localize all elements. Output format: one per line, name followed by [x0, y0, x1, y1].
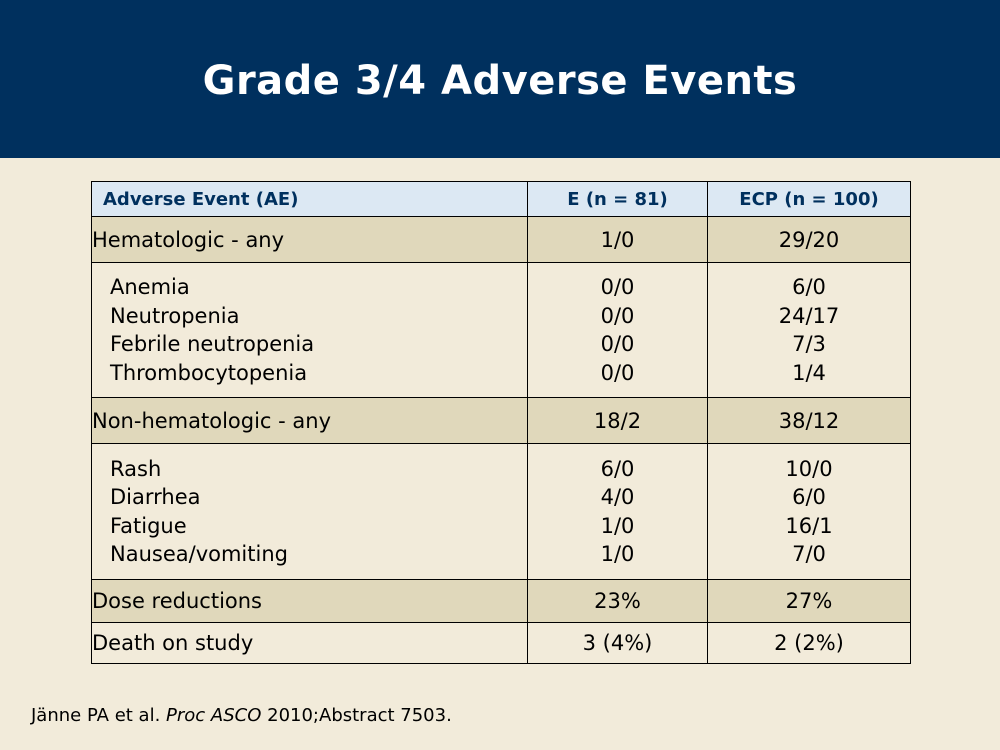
sub-label: Neutropenia — [110, 303, 240, 328]
sub-label: Anemia — [110, 275, 190, 299]
row-label: Death on study — [92, 623, 528, 664]
table-row-dose-reductions — [92, 580, 911, 623]
row-label: Non-hematologic - any — [92, 398, 528, 444]
cell-e: 3 (4%) — [528, 623, 708, 664]
sub-value: 6/0 — [792, 485, 826, 509]
sub-value: 0/0 — [600, 303, 635, 328]
sub-value: 1/0 — [600, 542, 635, 566]
sub-value: 6/0 — [792, 275, 826, 299]
table-row-hematologic-sub — [92, 263, 911, 398]
citation-authors: Jänne PA et al. — [31, 705, 167, 726]
sub-label: Rash — [110, 456, 162, 481]
cell-ecp: 38/12 — [708, 398, 911, 444]
cell-ecp: 27% — [708, 580, 911, 623]
sub-label: Febrile neutropenia — [110, 332, 315, 356]
sub-value: 0/0 — [600, 275, 635, 299]
table-row-nonhematologic — [92, 398, 911, 444]
sub-value: 16/1 — [785, 513, 833, 538]
sub-values-e — [528, 444, 708, 580]
sub-value: 7/0 — [792, 542, 826, 566]
sub-value: 24/17 — [778, 303, 840, 328]
cell-ecp: 2 (2%) — [708, 623, 911, 664]
cell-ecp: 29/20 — [708, 217, 911, 263]
citation-footnote — [31, 705, 452, 726]
col-header-e: E (n = 81) — [528, 182, 708, 217]
slide-title: Grade 3/4 Adverse Events — [202, 58, 798, 104]
title-bar — [0, 0, 1000, 158]
row-label: Hematologic - any — [92, 217, 528, 263]
citation-journal: Proc ASCO — [166, 705, 262, 726]
sub-values-e — [528, 263, 708, 398]
sub-label: Diarrhea — [110, 485, 201, 509]
table-row-death — [92, 623, 911, 664]
sub-label: Nausea/vomiting — [110, 542, 288, 566]
cell-e: 23% — [528, 580, 708, 623]
cell-e: 1/0 — [528, 217, 708, 263]
sub-value: 1/4 — [792, 360, 826, 385]
sub-value: 7/3 — [792, 332, 826, 356]
sub-labels — [92, 263, 528, 398]
sub-label: Thrombocytopenia — [110, 360, 308, 385]
sub-value: 10/0 — [785, 456, 833, 481]
sub-value: 0/0 — [600, 332, 635, 356]
sub-values-ecp — [708, 263, 911, 398]
table-row-hematologic — [92, 217, 911, 263]
col-header-ecp: ECP (n = 100) — [708, 182, 911, 217]
sub-value: 1/0 — [600, 513, 635, 538]
col-header-adverse-event: Adverse Event (AE) — [92, 182, 528, 217]
sub-values-ecp — [708, 444, 911, 580]
adverse-events-table — [91, 181, 911, 664]
sub-value: 4/0 — [600, 485, 635, 509]
sub-labels — [92, 444, 528, 580]
citation-details: 2010;Abstract 7503. — [261, 705, 452, 726]
sub-label: Fatigue — [110, 513, 187, 538]
sub-value: 0/0 — [600, 360, 635, 385]
row-label: Dose reductions — [92, 580, 528, 623]
cell-e: 18/2 — [528, 398, 708, 444]
table-row-nonhematologic-sub — [92, 444, 911, 580]
table-header-row — [92, 182, 911, 217]
sub-value: 6/0 — [600, 456, 635, 481]
